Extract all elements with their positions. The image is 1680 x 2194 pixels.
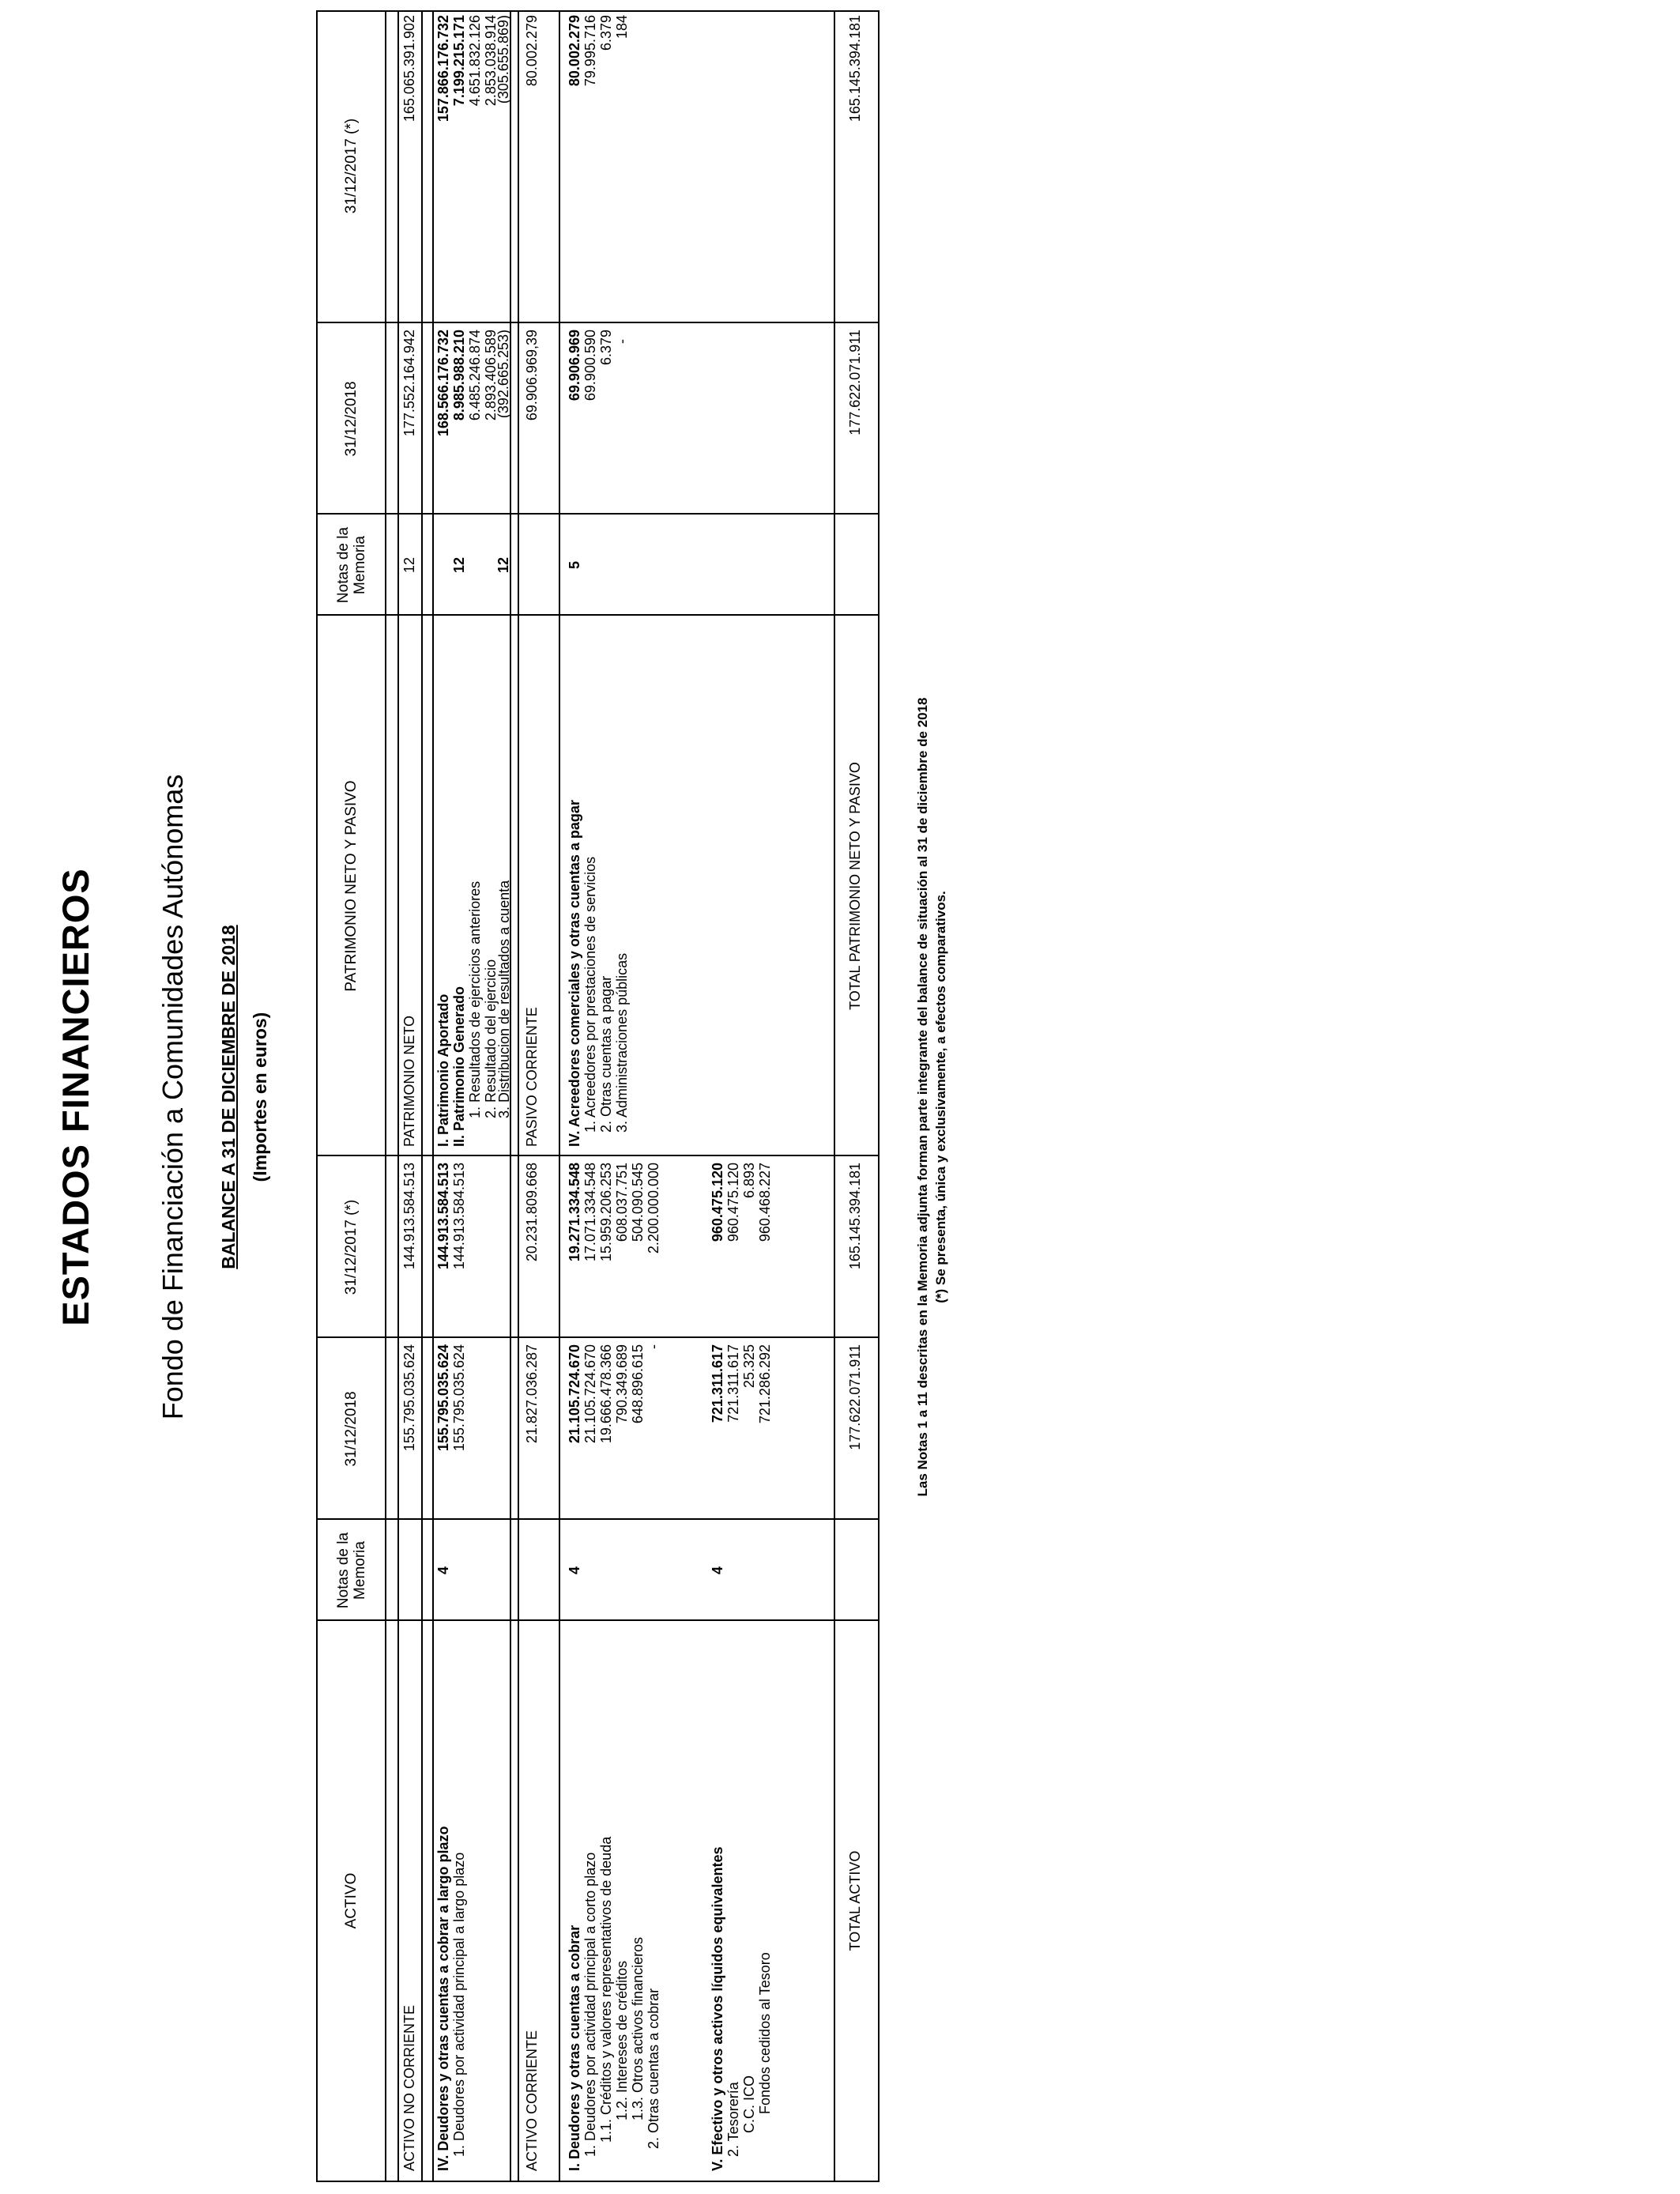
deudores-1-label: 1. Deudores por actividad principal a corto plazo xyxy=(582,1852,598,2157)
efectivo-nota: 4 xyxy=(710,1566,725,1575)
year-2018-header: 31/12/2018 xyxy=(343,1391,360,1467)
aportado-2017: 157.866.176.732 xyxy=(435,15,451,123)
deudores-lp-nota: 4 xyxy=(435,1566,451,1575)
acreedores-1-2018: 69.900.590 xyxy=(582,330,598,401)
deudores-nota: 4 xyxy=(567,1566,582,1575)
year-2017-header: 31/12/2017 (*) xyxy=(343,1199,360,1295)
acreedores-2-2018: 6.379 xyxy=(598,330,614,366)
row-divider xyxy=(385,12,386,2181)
total-activo-2017: 165.145.394.181 xyxy=(847,1163,863,1270)
generado-3-2018: (392.665.253) xyxy=(495,330,511,419)
activo-no-corriente-2017: 144.913.584.513 xyxy=(401,1163,417,1270)
total-activo-label: TOTAL ACTIVO xyxy=(847,1850,863,1951)
year-2018-header: 31/12/2018 xyxy=(343,381,360,457)
aportado-2018: 168.566.176.732 xyxy=(435,330,451,437)
patrimonio-neto-2017: 165.065.391.902 xyxy=(401,15,417,123)
acreedores-2017: 80.002.279 xyxy=(567,15,582,87)
generado-3-label: 3. Distribucion de resultados a cuenta xyxy=(496,880,512,1118)
deudores-13-2018: 648.896.615 xyxy=(630,1344,646,1424)
notas-header-line2: Memoria xyxy=(351,1541,368,1600)
deudores-1-2017: 17.071.334.548 xyxy=(582,1163,598,1262)
activo-corriente-label: ACTIVO CORRIENTE xyxy=(524,2030,540,2171)
deudores-2-2017: 2.200.000.000 xyxy=(646,1163,661,1254)
col-divider xyxy=(318,1619,878,1621)
efectivo-2017: 960.475.120 xyxy=(710,1163,725,1242)
page-title: ESTADOS FINANCIEROS xyxy=(55,868,96,1326)
deudores-13-label: 1.3. Otros activos financieros xyxy=(630,1936,646,2120)
fund-name: Fondo de Financiación a Comunidades Autónomas xyxy=(156,774,189,1420)
generado-3-nota: 12 xyxy=(495,556,511,574)
activo-corriente-2017: 20.231.809.668 xyxy=(524,1163,540,1262)
pasivo-header: PATRIMONIO NETO Y PASIVO xyxy=(343,780,360,992)
generado-nota: 12 xyxy=(451,556,467,574)
deudores-lp-1-2017: 144.913.584.513 xyxy=(451,1163,467,1270)
generado-label: II. Patrimonio Generado xyxy=(451,986,467,1147)
deudores-2018: 21.105.724.670 xyxy=(567,1344,582,1444)
currency-note: (Importes en euros) xyxy=(250,1012,270,1182)
generado-1-2018: 6.485.246.874 xyxy=(467,330,483,421)
row-divider xyxy=(421,12,423,2181)
footnote-comparative: (*) Se presenta, única y exclusivamente, a efectos comparativos. xyxy=(933,891,948,1303)
deudores-lp-1-label: 1. Deudores por actividad principal a largo plazo xyxy=(451,1852,467,2157)
notas-header-right xyxy=(318,515,385,616)
generado-2-2018: 2.893.406.589 xyxy=(483,330,499,421)
patrimonio-neto-2018: 177.552.164.942 xyxy=(401,330,417,437)
generado-2-label: 2. Resultado del ejercicio xyxy=(483,959,499,1118)
deudores-1-2018: 21.105.724.670 xyxy=(582,1344,598,1444)
row-divider xyxy=(559,12,560,2181)
deudores-lp-2017: 144.913.584.513 xyxy=(435,1163,451,1270)
deudores-2-label: 2. Otras cuentas a cobrar xyxy=(646,1988,661,2149)
acreedores-nota: 5 xyxy=(567,561,582,570)
year-2017-header: 31/12/2017 (*) xyxy=(343,118,360,214)
row-divider xyxy=(834,12,835,2181)
row-divider xyxy=(432,12,434,2181)
notas-header-line1: Notas de la xyxy=(334,1532,352,1609)
acreedores-3-2018: - xyxy=(614,339,630,344)
row-divider xyxy=(518,12,519,2181)
tesoreria-2017: 960.475.120 xyxy=(725,1163,741,1242)
cc-ico-2017: 6.893 xyxy=(741,1163,757,1199)
efectivo-label: V. Efectivo y otros activos líquidos equivalentes xyxy=(710,1846,725,2171)
pasivo-corriente-2017: 80.002.279 xyxy=(524,15,540,87)
pasivo-corriente-label: PASIVO CORRIENTE xyxy=(524,1007,540,1147)
acreedores-label: IV. Acreedores comerciales y otras cuentas a pagar xyxy=(567,800,582,1147)
deudores-11-label: 1.1. Créditos y valores representativos de deuda xyxy=(598,1836,614,2143)
deudores-12-label: 1.2. Intereses de créditos xyxy=(614,1960,630,2120)
deudores-2-2018: - xyxy=(646,1344,661,1349)
tesoreria-label: 2. Tesorería xyxy=(725,2082,741,2157)
activo-no-corriente-2018: 155.795.035.624 xyxy=(401,1344,417,1452)
total-pasivo-2018: 177.622.071.911 xyxy=(847,330,863,435)
generado-1-2017: 4.651.832.126 xyxy=(467,15,483,107)
fondos-tesoro-2017: 960.468.227 xyxy=(757,1163,773,1242)
activo-corriente-2018: 21.827.036.287 xyxy=(524,1344,540,1444)
activo-header: ACTIVO xyxy=(343,1872,360,1929)
acreedores-3-2017: 184 xyxy=(614,15,630,40)
efectivo-2018: 721.311.617 xyxy=(710,1344,725,1423)
patrimonio-neto-label: PATRIMONIO NETO xyxy=(401,1015,417,1147)
deudores-lp-1-2018: 155.795.035.624 xyxy=(451,1344,467,1452)
acreedores-2018: 69.906.969 xyxy=(567,330,582,401)
deudores-label: I. Deudores y otras cuentas a cobrar xyxy=(567,1924,582,2171)
tesoreria-2018: 721.311.617 xyxy=(725,1344,741,1423)
generado-3-2017: (305.655.869) xyxy=(495,15,511,104)
deudores-12-2018: 790.349.689 xyxy=(614,1344,630,1424)
deudores-lp-2018: 155.795.035.624 xyxy=(435,1344,451,1452)
col-divider xyxy=(318,1155,878,1156)
acreedores-1-2017: 79.995.716 xyxy=(582,15,598,87)
cc-ico-label: C.C. ICO xyxy=(741,2075,757,2133)
aportado-label: I. Patrimonio Aportado xyxy=(435,993,451,1147)
acreedores-3-label: 3. Administraciones públicas xyxy=(614,952,630,1133)
activo-no-corriente-label: ACTIVO NO CORRIENTE xyxy=(401,2004,417,2171)
deudores-lp-label: IV. Deudores y otras cuentas a cobrar a largo plazo xyxy=(435,1826,451,2171)
balance-table xyxy=(316,10,880,2182)
pasivo-corriente-2018: 69.906.969,39 xyxy=(524,330,540,421)
deudores-11-2018: 19.666.478.366 xyxy=(598,1344,614,1444)
notas-header-line2: Memoria xyxy=(351,536,368,594)
deudores-2017: 19.271.334.548 xyxy=(567,1163,582,1262)
generado-2018: 8.985.988.210 xyxy=(451,330,467,421)
cc-ico-2018: 25.325 xyxy=(741,1344,757,1389)
notas-header-left xyxy=(318,1520,385,1621)
row-divider xyxy=(397,12,399,2181)
generado-2017: 7.199.215.171 xyxy=(451,15,467,107)
deudores-12-2017: 608.037.751 xyxy=(614,1163,630,1242)
acreedores-1-label: 1. Acreedores por prestaciones de servicios xyxy=(582,856,598,1133)
patrimonio-neto-nota: 12 xyxy=(401,556,417,574)
total-activo-2018: 177.622.071.911 xyxy=(847,1344,863,1450)
total-pasivo-label: TOTAL PATRIMONIO NETO Y PASIVO xyxy=(847,762,863,1010)
fondos-tesoro-2018: 721.286.292 xyxy=(757,1344,773,1424)
deudores-13-2017: 504.090.545 xyxy=(630,1163,646,1242)
footnote-notes: Las Notas 1 a 11 descritas en la Memoria adjunta forman parte integrante del balance de situación al 31 de diciembre de 2018 xyxy=(915,697,930,1497)
generado-2-2017: 2.853.038.914 xyxy=(483,15,499,107)
deudores-11-2017: 15.959.206.253 xyxy=(598,1163,614,1262)
acreedores-2-2017: 6.379 xyxy=(598,15,614,51)
acreedores-2-label: 2. Otras cuentas a pagar xyxy=(598,975,614,1133)
total-pasivo-2017: 165.145.394.181 xyxy=(847,15,863,123)
generado-1-label: 1. Resultados de ejercicios anteriores xyxy=(467,880,483,1118)
notas-header-line1: Notas de la xyxy=(334,526,352,604)
fondos-tesoro-label: Fondos cedidos al Tesoro xyxy=(757,1952,773,2114)
balance-date: BALANCE A 31 DE DICIEMBRE DE 2018 xyxy=(218,925,239,1269)
